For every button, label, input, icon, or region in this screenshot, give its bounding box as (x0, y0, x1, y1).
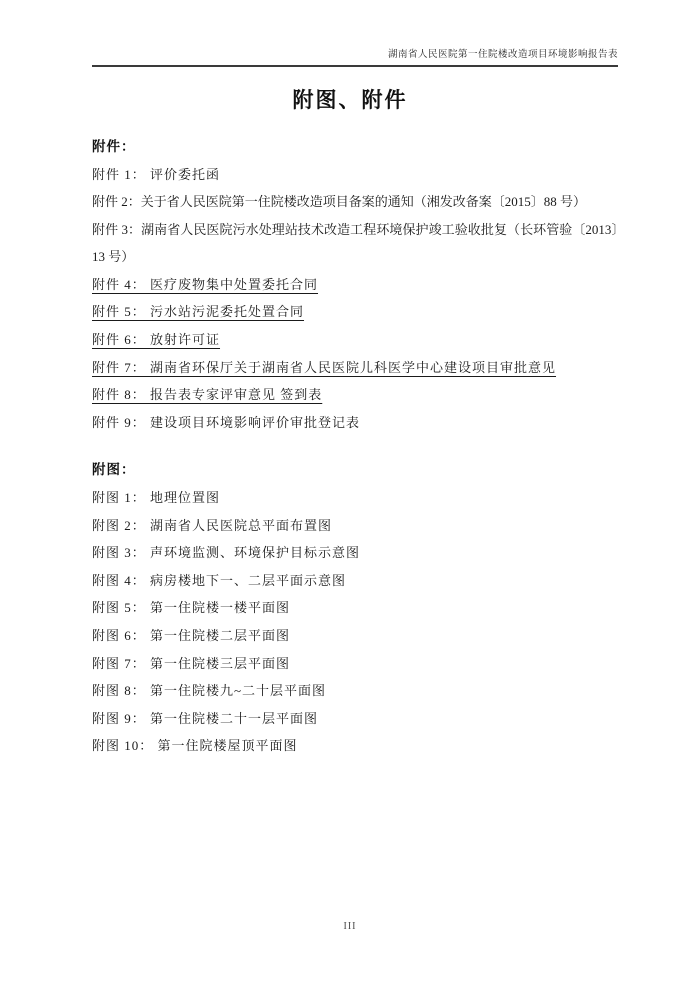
figures-section (92, 456, 618, 759)
attachments-heading: 附件： (92, 139, 136, 154)
page-header (92, 0, 618, 67)
attachment-item-4: 附件 4： 医疗废物集中处置委托合同 (92, 276, 319, 292)
attachment-item-6: 附件 6： 放射许可证 (92, 332, 221, 348)
figure-item-7: 附图 7： 第一住院楼三层平面图 (92, 655, 291, 671)
figures-heading: 附图： (92, 462, 136, 478)
page-content (92, 133, 618, 760)
figures-list (92, 484, 618, 760)
figure-item-9: 附图 9： 第一住院楼二十一层平面图 (92, 710, 319, 726)
figure-item-6: 附图 6： 第一住院楼二层平面图 (92, 627, 291, 643)
attachment-item-5: 附件 5： 污水站污泥委托处置合同 (92, 304, 305, 320)
attachment-item-2: 附件 2：关于省人民医院第一住院楼改造项目备案的通知（湘发改备案〔2015〕88 号） (92, 194, 587, 210)
figure-item-3: 附图 3： 声环境监测、环境保护目标示意图 (92, 545, 361, 561)
page-footer (0, 921, 700, 932)
attachment-item-1: 附件 1： 评价委托函 (92, 166, 221, 182)
attachments-list (92, 161, 618, 437)
attachment-item-8: 附件 8： 报告表专家评审意见 签到表 (92, 387, 323, 403)
figure-item-4: 附图 4： 病房楼地下一、二层平面示意图 (92, 572, 347, 588)
figure-item-8: 附图 8： 第一住院楼九~二十层平面图 (92, 683, 327, 699)
figure-item-5: 附图 5： 第一住院楼一楼平面图 (92, 600, 291, 616)
header-doc-title: 湖南省人民医院第一住院楼改造项目环境影响报告表 (387, 50, 618, 60)
figure-item-2: 附图 2： 湖南省人民医院总平面布置图 (92, 517, 333, 533)
figure-item-1: 附图 1： 地理位置图 (92, 489, 221, 505)
page-title: 附图、附件 (292, 88, 408, 112)
attachment-item-9: 附件 9： 建设项目环境影响评价审批登记表 (92, 414, 361, 430)
attachment-item-3: 附件 3：湖南省人民医院污水处理站技术改造工程环境保护竣工验收批复（长环管验〔2013〕13 号） (92, 221, 618, 265)
page-number: III (343, 921, 357, 932)
attachment-item-7: 附件 7： 湖南省环保厅关于湖南省人民医院儿科医学中心建设项目审批意见 (92, 359, 557, 375)
figure-item-10: 附图 10： 第一住院楼屋顶平面图 (92, 738, 298, 754)
